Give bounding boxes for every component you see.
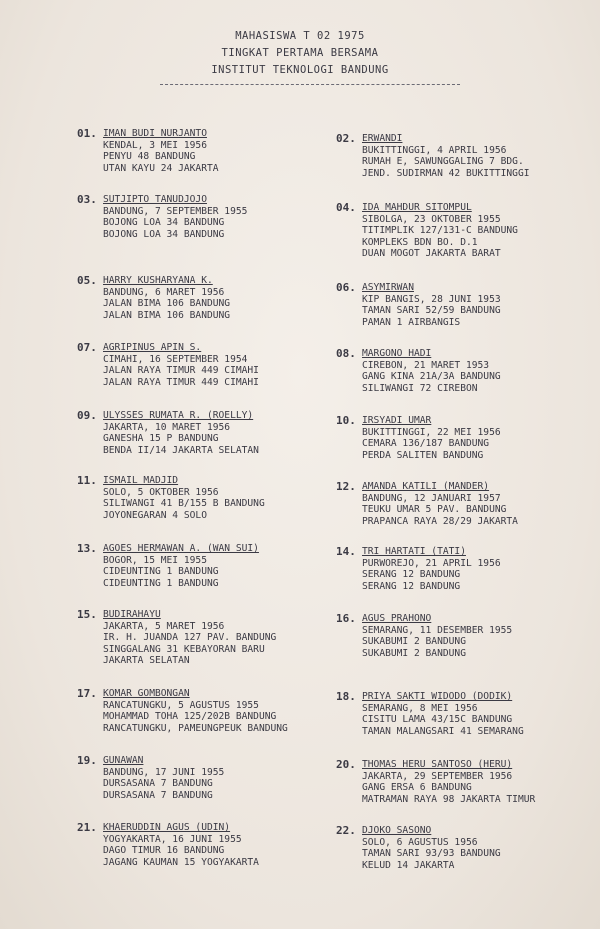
bandung-address: IR. H. JUANDA 127 PAV. BANDUNG — [103, 632, 277, 643]
birth-place-date: SIBOLGA, 23 OKTOBER 1955 — [362, 213, 501, 225]
bandung-address: CEMARA 136/187 BANDUNG — [362, 438, 490, 449]
student-name: IRSYADI UMAR — [362, 415, 432, 426]
bandung-address: TITIMPLIK 127/131-C BANDUNG — [362, 225, 518, 236]
student-name: SUTJIPTO TANUDJOJO — [103, 194, 207, 205]
bandung-address: DAGO TIMUR 16 BANDUNG — [103, 845, 225, 856]
student-name: AGRIPINUS APIN S. — [103, 342, 202, 353]
entry-number: 10. — [336, 414, 356, 427]
entry-number: 04. — [336, 201, 356, 214]
home-address: MATRAMAN RAYA 98 JAKARTA TIMUR — [362, 793, 536, 805]
birth-place-date: KIP BANGIS, 28 JUNI 1953 — [362, 293, 501, 305]
entry-details — [362, 481, 518, 527]
bandung-address: GANG ERSA 6 BANDUNG — [362, 782, 472, 793]
bandung-address: DURSASANA 7 BANDUNG — [103, 778, 213, 789]
home-address: JAGANG KAUMAN 15 YOGYAKARTA — [103, 856, 259, 868]
student-name: HARRY KUSHARYANA K. — [103, 275, 213, 286]
bandung-address: SUKABUMI 2 BANDUNG — [362, 636, 466, 647]
birth-place-date: SOLO, 6 AGUSTUS 1956 — [362, 836, 478, 848]
birth-place-date: SOLO, 5 OKTOBER 1956 — [103, 486, 219, 498]
bandung-address: SERANG 12 BANDUNG — [362, 569, 461, 580]
entry-number: 02. — [336, 132, 356, 145]
bandung-address: RUMAH E, SAWUNGGALING 7 BDG. — [362, 156, 524, 167]
student-name: ERWANDI — [362, 133, 403, 144]
entry-details — [362, 691, 524, 737]
entry-number: 20. — [336, 758, 356, 771]
document-header — [0, 28, 600, 79]
entry-number: 16. — [336, 612, 356, 625]
home-address: BOJONG LOA 34 BANDUNG — [103, 228, 225, 240]
home-address: KOMPLEKS BDN BO. D.1 — [362, 236, 478, 248]
birth-place-date: BUKITTINGGI, 22 MEI 1956 — [362, 426, 501, 438]
entry-details — [362, 546, 501, 592]
entry-number: 01. — [77, 127, 97, 140]
entry-number: 19. — [77, 754, 97, 767]
birth-place-date: RANCATUNGKU, 5 AGUSTUS 1955 — [103, 699, 259, 711]
bandung-address: JALAN RAYA TIMUR 449 CIMAHI — [103, 365, 259, 376]
birth-place-date: SEMARANG, 8 MEI 1956 — [362, 702, 478, 714]
entry-details — [362, 759, 535, 805]
student-name: AGUS PRAHONO — [362, 613, 432, 624]
birth-place-date: BANDUNG, 12 JANUARI 1957 — [362, 492, 501, 504]
student-name: KHAERUDDIN AGUS (UDIN) — [103, 822, 231, 833]
entry-details — [103, 128, 219, 174]
birth-place-date: BANDUNG, 17 JUNI 1955 — [103, 766, 225, 778]
bandung-address: JALAN BIMA 106 BANDUNG — [103, 298, 231, 309]
home-address: BENDA II/14 JAKARTA SELATAN — [103, 444, 259, 456]
birth-place-date: JAKARTA, 5 MARET 1956 — [103, 620, 225, 632]
bandung-address: GANESHA 15 P BANDUNG — [103, 433, 219, 444]
birth-place-date: SEMARANG, 11 DESEMBER 1955 — [362, 624, 513, 636]
entry-details — [362, 825, 501, 871]
entry-details — [103, 194, 247, 240]
student-name: ASYMIRWAN — [362, 282, 414, 293]
entry-details — [103, 475, 265, 521]
header-title: MAHASISWA T 02 1975 — [235, 30, 365, 42]
entry-number: 11. — [77, 474, 97, 487]
bandung-address: CIDEUNTING 1 BANDUNG — [103, 566, 219, 577]
birth-place-date: CIMAHI, 16 SEPTEMBER 1954 — [103, 353, 248, 365]
student-name: ULYSSES RUMATA R. (ROELLY) — [103, 410, 254, 421]
student-name: PRIYA SAKTI WIDODO (DODIK) — [362, 691, 513, 702]
bandung-address: TAMAN SARI 52/59 BANDUNG — [362, 305, 501, 316]
student-name: IDA MAHDUR SITOMPUL — [362, 202, 472, 213]
entry-number: 09. — [77, 409, 97, 422]
home-address: TAMAN MALANGSARI 41 SEMARANG — [362, 725, 524, 737]
birth-place-date: KENDAL, 3 MEI 1956 — [103, 139, 207, 151]
entry-number: 07. — [77, 341, 97, 354]
bandung-address: TAMAN SARI 93/93 BANDUNG — [362, 848, 501, 859]
student-name: KOMAR GOMBONGAN — [103, 688, 190, 699]
entry-number: 12. — [336, 480, 356, 493]
student-name: ISMAIL MADJID — [103, 475, 179, 486]
student-name: IMAN BUDI NURJANTO — [103, 128, 207, 139]
entry-number: 22. — [336, 824, 356, 837]
birth-place-date: CIREBON, 21 MARET 1953 — [362, 359, 490, 371]
home-address: JEND. SUDIRMAN 42 BUKITTINGGI — [362, 167, 530, 179]
entry-details — [362, 202, 518, 260]
student-name: THOMAS HERU SANTOSO (HERU) — [362, 759, 513, 770]
student-name: TRI HARTATI (TATI) — [362, 546, 466, 557]
entry-details — [362, 348, 501, 394]
birth-place-date: JAKARTA, 29 SEPTEMBER 1956 — [362, 770, 513, 782]
student-name: GUNAWAN — [103, 755, 144, 766]
birth-place-date: PURWOREJO, 21 APRIL 1956 — [362, 557, 501, 569]
entry-number: 17. — [77, 687, 97, 700]
bandung-address: TEUKU UMAR 5 PAV. BANDUNG — [362, 504, 507, 515]
entry-number: 08. — [336, 347, 356, 360]
birth-place-date: BANDUNG, 6 MARET 1956 — [103, 286, 225, 298]
home-address: PAMAN 1 AIRBANGIS — [362, 316, 461, 328]
entry-details — [103, 822, 259, 868]
home-address: PRAPANCA RAYA 28/29 JAKARTA — [362, 515, 518, 527]
entry-number: 14. — [336, 545, 356, 558]
student-name: AMANDA KATILI (MANDER) — [362, 481, 490, 492]
entry-details — [362, 133, 530, 179]
bandung-address: GANG KINA 21A/3A BANDUNG — [362, 371, 501, 382]
entry-number: 15. — [77, 608, 97, 621]
birth-place-date: BOGOR, 15 MEI 1955 — [103, 554, 207, 566]
home-address: SILIWANGI 72 CIREBON — [362, 382, 478, 394]
entry-details — [103, 755, 224, 801]
home-address: JALAN RAYA TIMUR 449 CIMAHI — [103, 376, 259, 388]
bandung-address: SILIWANGI 41 B/155 B BANDUNG — [103, 498, 265, 509]
entry-details — [103, 275, 230, 321]
bandung-address: MOHAMMAD TOHA 125/202B BANDUNG — [103, 711, 277, 722]
entry-details — [103, 609, 276, 667]
entry-details — [103, 342, 259, 388]
entry-details — [362, 282, 501, 328]
entry-details — [103, 688, 288, 734]
birth-place-date: BANDUNG, 7 SEPTEMBER 1955 — [103, 205, 248, 217]
home-address: CIDEUNTING 1 BANDUNG — [103, 577, 219, 589]
entry-number: 13. — [77, 542, 97, 555]
entry-details — [103, 410, 259, 456]
bandung-address: PENYU 48 BANDUNG — [103, 151, 196, 162]
home-address: SERANG 12 BANDUNG — [362, 580, 461, 592]
entry-details — [362, 613, 512, 659]
home-address: RANCATUNGKU, PAMEUNGPEUK BANDUNG — [103, 722, 288, 734]
entry-details — [362, 415, 501, 461]
birth-place-date: BUKITTINGGI, 4 APRIL 1956 — [362, 144, 507, 156]
home-address: JALAN BIMA 106 BANDUNG — [103, 309, 231, 321]
entry-number: 18. — [336, 690, 356, 703]
header-subtitle: TINGKAT PERTAMA BERSAMA — [221, 47, 379, 59]
header-institution: INSTITUT TEKNOLOGI BANDUNG — [211, 64, 389, 76]
home-address: JOYONEGARAN 4 SOLO — [103, 509, 207, 521]
entry-number: 05. — [77, 274, 97, 287]
student-name: AGOES HERMAWAN A. (WAN SUI) — [103, 543, 259, 554]
student-name: DJOKO SASONO — [362, 825, 432, 836]
entry-number: 21. — [77, 821, 97, 834]
bandung-address: BOJONG LOA 34 BANDUNG — [103, 217, 225, 228]
entry-number: 03. — [77, 193, 97, 206]
home-address: SUKABUMI 2 BANDUNG — [362, 647, 466, 659]
student-name: BUDIRAHAYU — [103, 609, 161, 620]
bandung-address: CISITU LAMA 43/15C BANDUNG — [362, 714, 513, 725]
home-address-extra: DUAN MOGOT JAKARTA BARAT — [362, 248, 501, 259]
student-name: MARGONO HADI — [362, 348, 432, 359]
home-address: KELUD 14 JAKARTA — [362, 859, 455, 871]
home-address: UTAN KAYU 24 JAKARTA — [103, 162, 219, 174]
home-address-extra: JAKARTA SELATAN — [103, 655, 190, 666]
header-divider — [160, 84, 460, 85]
birth-place-date: YOGYAKARTA, 16 JUNI 1955 — [103, 833, 242, 845]
home-address: DURSASANA 7 BANDUNG — [103, 789, 213, 801]
birth-place-date: JAKARTA, 10 MARET 1956 — [103, 421, 231, 433]
home-address: SINGGALANG 31 KEBAYORAN BARU — [103, 643, 265, 655]
home-address: PERDA SALITEN BANDUNG — [362, 449, 484, 461]
entry-details — [103, 543, 259, 589]
entry-number: 06. — [336, 281, 356, 294]
